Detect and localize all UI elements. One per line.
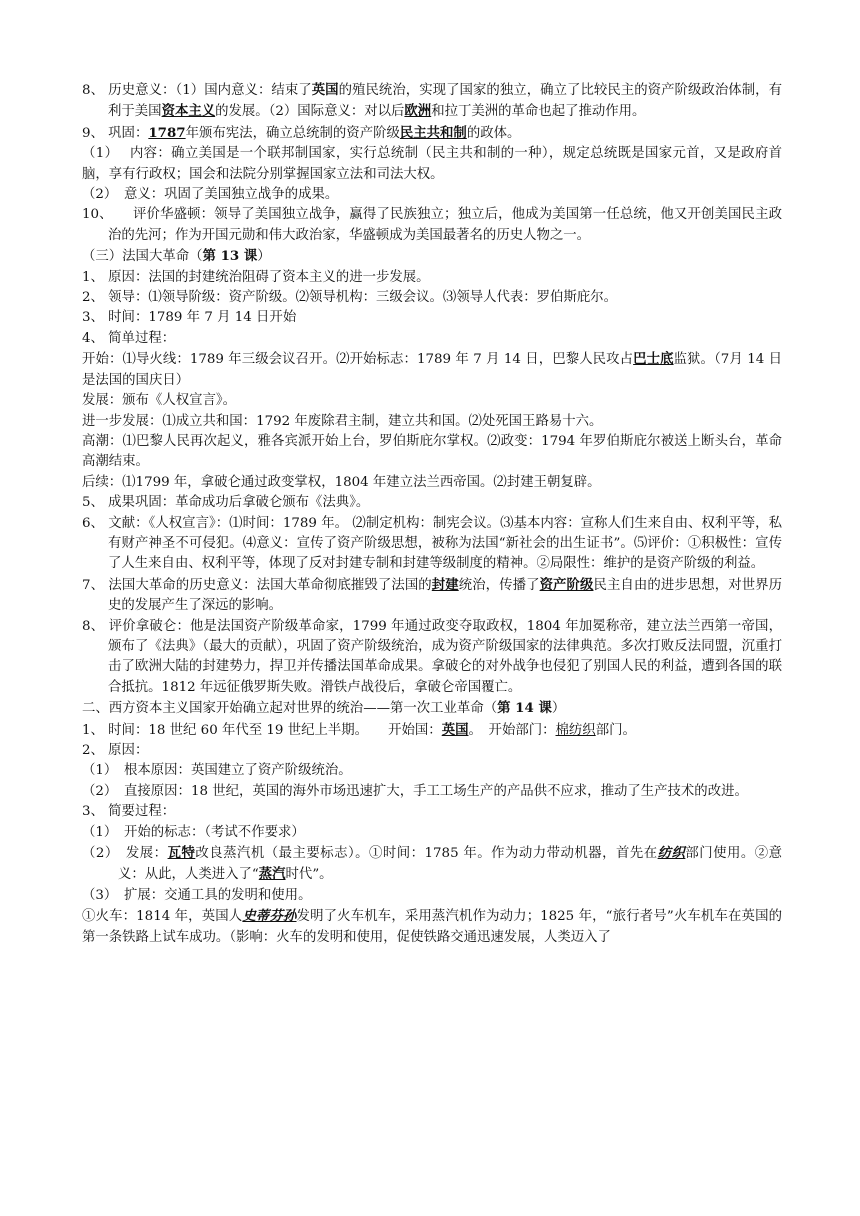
text-run: 的发展。（2）国际意义：对以后 bbox=[215, 104, 405, 120]
text-run: （2） 发展： bbox=[82, 846, 168, 862]
key-term: 英国 bbox=[441, 721, 469, 738]
text-run: 开始：⑴导火线：1789 年三级会议召开。⑵开始标志：1789 年 7 月 14 日，巴黎人民攻占 bbox=[82, 352, 634, 368]
paragraph bbox=[82, 741, 782, 761]
paragraph bbox=[82, 246, 782, 267]
text-run: 1、 原因：法国的封建统治阻碍了资本主义的进一步发展。 bbox=[82, 269, 430, 285]
key-term: 纺织 bbox=[657, 845, 686, 862]
text-run: 统治，传播了 bbox=[458, 577, 540, 593]
text-run: 和拉丁美洲的革命也起了推动作用。 bbox=[431, 104, 646, 120]
text-run: 部门使用。②意义：从此，人类进入了“ bbox=[118, 846, 783, 883]
text-run: 民主自由的进步思想，对世界历史的发展产生了深远的影响。 bbox=[108, 577, 783, 614]
text-run: （2） 意义：巩固了美国独立战争的成果。 bbox=[82, 187, 339, 203]
paragraph bbox=[82, 493, 782, 513]
text-run: ①火车：1814 年，英国人 bbox=[82, 909, 243, 925]
text-run: 6、 文献：《人权宣言》：⑴时间：1789 年。 ⑵制定机构：制宪会议。⑶基本内容：宣称人们生来自由、权利平等，私有财产神圣不可侵犯。⑷意义：宣传了资产阶级思想，被称为法国“新社会的出生证书”。⑸评价：①积极性：宣传了人生来自由、权利平等，体现了反对封建专制和封建等级制度的精神。②局限性：维护的是资产阶级的利益。 bbox=[82, 515, 782, 572]
key-term: 巴士底 bbox=[633, 351, 674, 368]
key-term: 欧洲 bbox=[404, 103, 432, 120]
text-run: 5、 成果巩固：革命成功后拿破仑颁布《法典》。 bbox=[82, 495, 370, 511]
paragraph bbox=[82, 144, 782, 185]
text-run: 进一步发展：⑴成立共和国：1792 年废除君主制，建立共和国。⑵处死国王路易十六。 bbox=[82, 413, 603, 429]
paragraph bbox=[82, 412, 782, 432]
paragraph bbox=[82, 268, 782, 288]
text-run: 时代”。 bbox=[285, 867, 333, 883]
key-term: 史蒂芬孙 bbox=[242, 908, 297, 925]
text-run: 发展：颁布《人权宣言》。 bbox=[82, 393, 236, 409]
key-term: 英国 bbox=[311, 82, 339, 98]
text-run: 2、 原因： bbox=[82, 743, 149, 758]
text-run: 1、 时间：18 世纪 60 年代至 19 世纪上半期。 开始国： bbox=[82, 722, 442, 738]
paragraph bbox=[82, 80, 782, 123]
key-term: 棉纺织 bbox=[555, 722, 596, 738]
paragraph bbox=[82, 514, 782, 575]
paragraph bbox=[82, 473, 782, 493]
text-run: 。 开始部门： bbox=[468, 722, 556, 738]
key-term: 1787 bbox=[148, 124, 186, 141]
text-run: （1） 根本原因：英国建立了资产阶级统治。 bbox=[82, 763, 352, 779]
paragraph bbox=[82, 886, 782, 906]
text-run: 10、 评价华盛顿：领导了美国独立战争，赢得了民族独立；独立后，他成为美国第一任总统，他又开创美国民主政治的先河；作为开国元勋和伟大政治家，华盛顿成为美国最著名的历史人物之一。 bbox=[82, 207, 782, 243]
text-run: （三）法国大革命（ bbox=[82, 249, 203, 265]
paragraph bbox=[82, 329, 782, 349]
text-run: （1） 内容：确立美国是一个联邦制国家，实行总统制（民主共和制的一种），规定总统既是国家元首，又是政府首脑，享有行政权；国会和法院分别掌握国家立法和司法大权。 bbox=[82, 146, 782, 182]
paragraph bbox=[82, 802, 782, 822]
text-run: 3、 简要过程： bbox=[82, 804, 176, 820]
paragraph bbox=[82, 432, 782, 473]
text-run: 二、西方资本主义国家开始确立起对世界的统治——第一次工业革命（ bbox=[82, 701, 498, 717]
paragraph bbox=[82, 123, 782, 144]
text-run: （2） 直接原因：18 世纪，英国的海外市场迅速扩大，手工工场生产的产品供不应求，推动了生产技术的改进。 bbox=[82, 783, 748, 799]
key-term: 第 13 课 bbox=[202, 248, 258, 265]
text-run: 的殖民统治，实现了国家的独立，确立了比较民主的资产阶级政治体制，有利于美国 bbox=[108, 83, 782, 120]
text-run: 的政体。 bbox=[466, 125, 521, 141]
text-run: ） bbox=[551, 701, 566, 717]
text-run: 3、 时间：1789 年 7 月 14 日开始 bbox=[82, 310, 297, 326]
paragraph bbox=[82, 575, 782, 617]
document-body bbox=[82, 80, 782, 948]
text-run: 监狱。（7月 14 日是法国的国庆日） bbox=[82, 352, 783, 388]
paragraph bbox=[82, 782, 782, 802]
text-run: 年颁布宪法，确立总统制的资产阶级 bbox=[185, 125, 400, 141]
text-run: 7、 法国大革命的历史意义：法国大革命彻底摧毁了法国的 bbox=[82, 577, 432, 593]
paragraph bbox=[82, 391, 782, 411]
paragraph bbox=[82, 185, 782, 205]
key-term: 瓦特 bbox=[167, 845, 196, 862]
text-run: 8、 评价拿破仑：他是法国资产阶级革命家，1799 年通过政变夺取政权，1804 年加冕称帝，建立法兰西第一帝国，颁布了《法典》（最大的贡献），巩固了资产阶级统治，成为资产阶级国家的法律典范。多次打败反法同盟，沉重打击了欧洲大陆的封建势力，捍卫并传播法国革命成果。拿破仑的对外战争也侵犯了别国人民的利益，遭到各国的联合抵抗。1812 年远征俄罗斯失败。滑铁卢战役后，拿破仑帝国覆亡。 bbox=[82, 618, 782, 695]
text-run: （1） 开始的标志：（考试不作要求） bbox=[82, 824, 305, 840]
key-term: 资产阶级 bbox=[539, 576, 594, 593]
paragraph bbox=[82, 288, 782, 308]
text-run: 4、 简单过程： bbox=[82, 330, 176, 346]
text-run: 后续：⑴1799 年，拿破仑通过政变掌权，1804 年建立法兰西帝国。⑵封建王朝复辟。 bbox=[82, 474, 601, 490]
text-run: 9、 巩固： bbox=[82, 125, 149, 141]
text-run: 2、 领导：⑴领导阶级：资产阶级。⑵领导机构：三级会议。⑶领导人代表：罗伯斯庇尔。 bbox=[82, 290, 618, 306]
text-run: ） bbox=[257, 249, 271, 265]
key-term: 资本主义 bbox=[161, 103, 216, 120]
paragraph bbox=[82, 720, 782, 741]
text-run: 改良蒸汽机（最主要标志）。①时间：1785 年。作为动力带动机器，首先在 bbox=[195, 846, 658, 862]
paragraph bbox=[82, 349, 782, 391]
text-run: 发明了火车机车，采用蒸汽机作为动力；1825 年，“旅行者号”火车机车在英国的第一条铁路上试车成功。（影响：火车的发明和使用，促使铁路交通迅速发展，人类迈入了 bbox=[82, 909, 783, 945]
key-term: 蒸汽 bbox=[258, 866, 286, 883]
text-run: 8、 历史意义：（1）国内意义：结束了 bbox=[82, 83, 312, 98]
key-term: 封建 bbox=[431, 576, 459, 593]
paragraph bbox=[82, 698, 782, 719]
paragraph bbox=[82, 308, 782, 328]
text-run: 高潮：⑴巴黎人民再次起义，雅各宾派开始上台，罗伯斯庇尔掌权。⑵政变：1794 年罗伯斯庇尔被送上断头台，革命高潮结束。 bbox=[82, 433, 782, 470]
paragraph bbox=[82, 843, 782, 886]
paragraph bbox=[82, 617, 782, 699]
paragraph bbox=[82, 906, 782, 948]
text-run: （3） 扩展：交通工具的发明和使用。 bbox=[82, 887, 312, 903]
text-run: 部门。 bbox=[595, 722, 636, 738]
paragraph bbox=[82, 823, 782, 843]
paragraph bbox=[82, 761, 782, 781]
key-term: 第 14 课 bbox=[497, 700, 552, 717]
paragraph bbox=[82, 205, 782, 246]
key-term: 民主共和制 bbox=[399, 124, 467, 141]
